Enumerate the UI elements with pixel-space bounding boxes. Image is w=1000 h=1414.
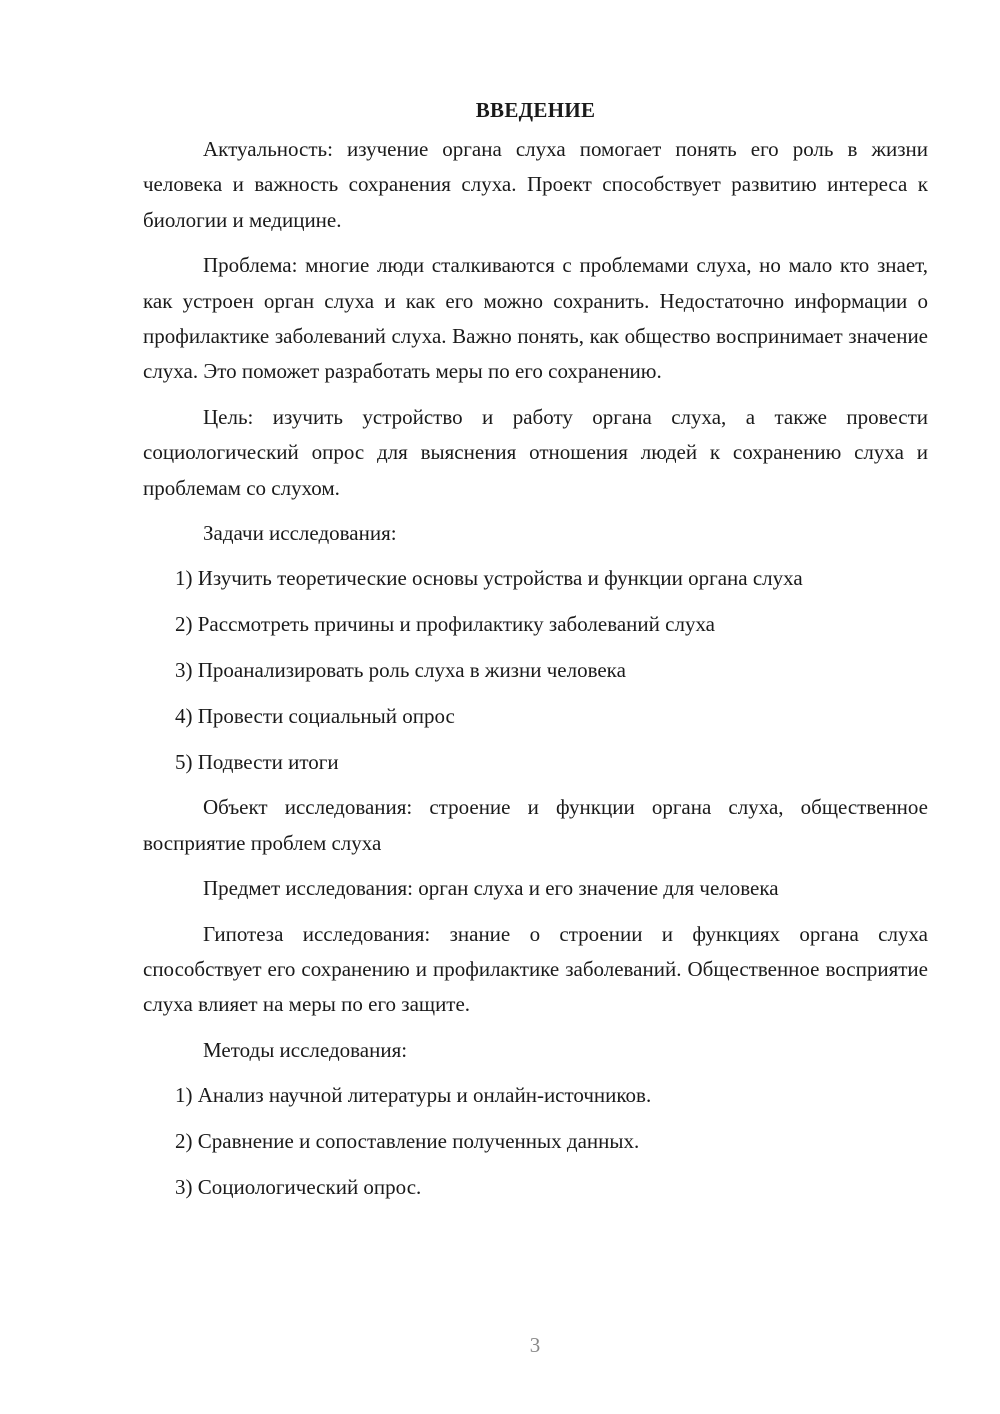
section-title: ВВЕДЕНИЕ (475, 98, 596, 122)
tasks-list (143, 561, 928, 780)
list-item: 4) Провести социальный опрос (175, 703, 455, 728)
actuality-paragraph: Актуальность: изучение органа слуха помогает понять его роль в жизни человека и важность сохранения слуха. Проект способствует развитию интереса к биологии и медицине. (143, 137, 928, 232)
page-number: 3 (529, 1333, 541, 1357)
hypothesis-paragraph: Гипотеза исследования: знание о строении и функциях органа слуха способствует его сохранению и профилактике заболеваний. Общественное восприятие слуха влияет на меры по его защите. (143, 921, 928, 1017)
methods-heading: Методы исследования: (203, 1037, 408, 1062)
document-page (143, 92, 928, 1216)
list-item: 5) Подвести итоги (175, 749, 339, 774)
goal-paragraph: Цель: изучить устройство и работу органа слуха, а также провести социологический опрос для выяснения отношения людей к сохранению слуха и проблемам со слухом. (143, 404, 928, 500)
list-item: 2) Сравнение и сопоставление полученных данных. (175, 1129, 640, 1154)
list-item: 3) Социологический опрос. (175, 1174, 422, 1199)
tasks-heading: Задачи исследования: (203, 521, 397, 546)
list-item: 3) Проанализировать роль слуха в жизни человека (175, 658, 626, 683)
subject-paragraph: Предмет исследования: орган слуха и его значение для человека (203, 876, 779, 901)
list-item: 2) Рассмотреть причины и профилактику заболеваний слуха (175, 612, 715, 637)
list-item: 1) Изучить теоретические основы устройства и функции органа слуха (175, 566, 803, 591)
problem-paragraph: Проблема: многие люди сталкиваются с проблемами слуха, но мало кто знает, как устроен орган слуха и как его можно сохранить. Недостаточно информации о профилактике заболеваний слуха. Важно понять, как общество воспринимает значение слуха. Это поможет разработать меры по его сохранению. (143, 253, 928, 384)
list-item: 1) Анализ научной литературы и онлайн-источников. (175, 1083, 652, 1108)
object-paragraph: Объект исследования: строение и функции органа слуха, общественное восприятие проблем слуха (143, 795, 928, 855)
methods-list (143, 1078, 928, 1205)
